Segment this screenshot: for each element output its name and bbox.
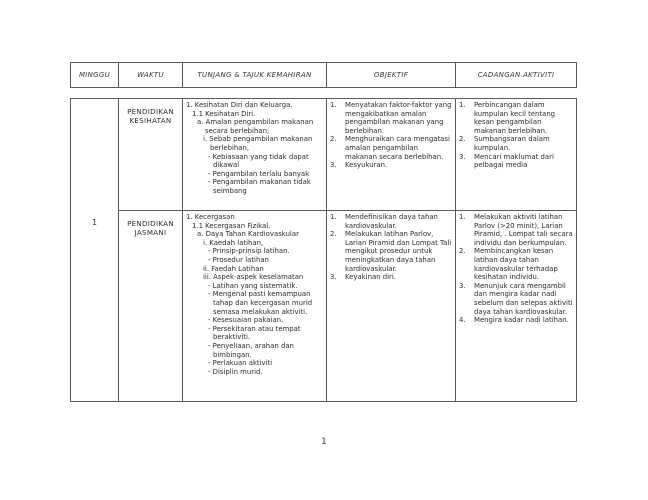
outline-item: a. Amalan pengambilan makanan secara berlebihan;	[197, 118, 314, 135]
numbered-item	[459, 135, 573, 152]
numbered-item	[459, 282, 573, 316]
outline-item: 1.1 Kesihatan Diri.	[192, 109, 256, 118]
cadangan-list	[459, 213, 573, 325]
header-cell-cadangan: CADANGAN AKTIVITI	[456, 63, 577, 88]
item-text: Mengira kadar nadi latihan.	[474, 316, 569, 325]
tunjang-outline	[186, 213, 323, 376]
item-text: Melakukan latihan Parlov, Larian Piramid dan Lompat Tali mengikut prosedur untuk meningkatkan daya tahan kardiovaskular.	[345, 230, 452, 273]
item-number: 4.	[459, 316, 466, 325]
item-number: 1.	[459, 101, 466, 109]
item-number: 3.	[330, 161, 337, 170]
minggu-cell	[71, 99, 119, 402]
body-table	[70, 98, 577, 402]
table-row	[71, 99, 577, 211]
item-text: Menunjuk cara mengambil dan mengira kadar nadi sebelum dan selepas aktiviti daya tahan kardiovaskular.	[474, 281, 573, 316]
cadangan-list	[459, 101, 573, 170]
item-text: Membincangkan kesan latihan daya tahan kardiovaskular terhadap kesihatan individu.	[474, 247, 558, 282]
minggu-value: 1	[92, 217, 97, 227]
numbered-item	[330, 101, 452, 135]
outline-item: a. Daya Tahan Kardiovaskular	[197, 230, 299, 239]
objektif-cell-jasmani	[327, 211, 456, 402]
tunjang-cell-jasmani	[183, 211, 327, 402]
objektif-list	[330, 213, 452, 282]
header-cell-minggu: MINGGU	[71, 63, 119, 88]
outline-item: 1.1 Kecergasan Fizikal.	[192, 221, 271, 230]
header-cell-objektif: OBJEKTIF	[327, 63, 456, 88]
numbered-item	[459, 101, 573, 135]
waktu-cell-jasmani: PENDIDIKAN JASMANI	[119, 211, 183, 402]
item-number: 3.	[459, 152, 466, 161]
item-text: Melakukan aktiviti latihan Parlov (>20 minit), Larian Piramid, . Lompat tali secara individu dan berkumpulan.	[474, 213, 573, 247]
item-text: Menghuraikan cara mengatasi amalan pengambilan makanan secara berlebihan.	[345, 135, 450, 161]
outline-item: - Persekitaran atau tempat beraktiviti.	[208, 324, 301, 342]
item-number: 1.	[330, 101, 337, 109]
outline-item: - Prinsip-prinsip latihan.	[208, 247, 290, 256]
tunjang-cell-kesihatan	[183, 99, 327, 211]
item-text: Mendefinisikan daya tahan kardiovaskular.	[345, 213, 438, 230]
outline-item: - Mengenal pasti kemampuan tahap dan kecergasan murid semasa melakukan aktiviti.	[208, 290, 313, 316]
numbered-item	[459, 213, 573, 247]
item-number: 2.	[330, 230, 337, 239]
item-text: Sumbangsaran dalam kumpulan.	[474, 135, 550, 152]
numbered-item	[330, 135, 452, 161]
item-number: 3.	[459, 281, 466, 290]
table-row	[71, 211, 577, 402]
numbered-item	[459, 247, 573, 281]
outline-item: - Kesesuaian pakaian.	[208, 316, 284, 325]
waktu-cell-kesihatan: PENDIDIKAN KESIHATAN	[119, 99, 183, 211]
numbered-item	[459, 316, 573, 325]
outline-item: - Pengambilan makanan tidak seimbang	[208, 178, 311, 195]
outline-item: - Perlakuan aktiviti	[208, 359, 273, 368]
outline-item: i. Sebab pengambilan makanan berlebihan,	[203, 135, 313, 152]
numbered-item	[330, 161, 452, 170]
item-text: Mencari maklumat dari pelbagai media	[474, 152, 554, 170]
outline-item: - Kebiasaan yang tidak dapat dikawal	[208, 152, 309, 170]
item-number: 2.	[459, 247, 466, 256]
item-number: 2.	[459, 135, 466, 144]
outline-item: - Pengambilan terlalu banyak	[208, 169, 310, 178]
item-number: 3.	[330, 273, 337, 282]
item-text: Perbincangan dalam kumpulan kecil tentang kesan pengambilan makanan berlebihan.	[474, 101, 556, 135]
outline-item: i. Kaedah latihan,	[203, 238, 264, 247]
objektif-list	[330, 101, 452, 170]
outline-item: - Latihan yang sistematik.	[208, 281, 298, 290]
outline-item: 1. Kesihatan Diri dan Keluarga.	[186, 101, 293, 109]
cadangan-cell-jasmani	[456, 211, 577, 402]
outline-item: - Penyeliaan, arahan dan bimbingan.	[208, 341, 294, 359]
cadangan-cell-kesihatan	[456, 99, 577, 211]
tunjang-outline	[186, 101, 323, 196]
item-number: 2.	[330, 135, 337, 144]
outline-item: ii. Faedah Latihan	[203, 264, 264, 273]
objektif-cell-kesihatan	[327, 99, 456, 211]
outline-item: iii. Aspek-aspek keselamatan	[203, 273, 304, 282]
item-text: Keyakinan diri.	[345, 273, 396, 282]
item-number: 1.	[459, 213, 466, 221]
item-number: 1.	[330, 213, 337, 221]
numbered-item	[330, 230, 452, 273]
page-number: 1	[321, 437, 327, 447]
outline-item: - Disiplin murid.	[208, 367, 263, 376]
header-cell-waktu: WAKTU	[119, 63, 183, 88]
item-text: Kesyukuran.	[345, 161, 388, 170]
outline-item: - Prosedur latihan	[208, 255, 269, 264]
outline-item: 1. Kecergasan	[186, 213, 235, 221]
numbered-item	[330, 213, 452, 230]
header-cell-tunjang: TUNJANG & TAJUK KEMAHIRAN	[183, 63, 327, 88]
header-table	[70, 62, 577, 88]
item-text: Menyatakan faktor-faktor yang mengakibatkan amalan pengambilan makanan yang berlebihan.	[345, 101, 452, 135]
numbered-item	[330, 273, 452, 282]
numbered-item	[459, 153, 573, 170]
